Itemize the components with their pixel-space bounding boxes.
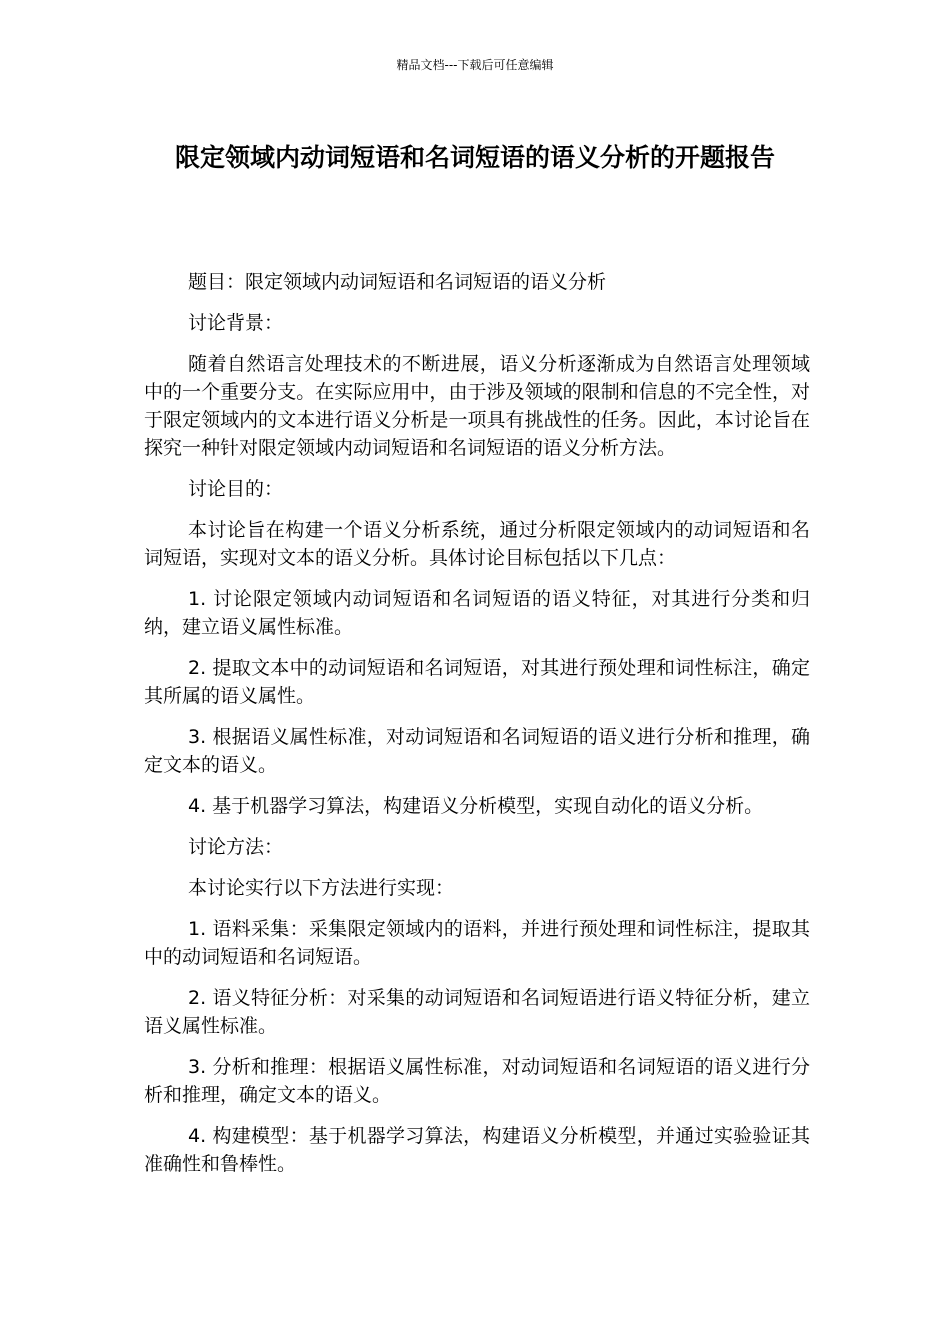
purpose-item-1: 1. 讨论限定领域内动词短语和名词短语的语义特征，对其进行分类和归纳，建立语义属性标准。 [144, 588, 810, 638]
method-paragraph: 本讨论实行以下方法进行实现： [188, 877, 455, 899]
purpose-paragraph: 本讨论旨在构建一个语义分析系统，通过分析限定领域内的动词短语和名词短语，实现对文本的语义分析。具体讨论目标包括以下几点： [144, 519, 810, 569]
method-item-3: 3. 分析和推理：根据语义属性标准，对动词短语和名词短语的语义进行分析和推理，确定文本的语义。 [144, 1056, 810, 1106]
method-item-4: 4. 构建模型：基于机器学习算法，构建语义分析模型，并通过实验验证其准确性和鲁棒性。 [144, 1125, 810, 1175]
section-heading-method: 讨论方法： [188, 836, 284, 858]
section-heading-purpose: 讨论目的： [188, 478, 284, 500]
background-paragraph: 随着自然语言处理技术的不断进展，语义分析逐渐成为自然语言处理领域中的一个重要分支。在实际应用中，由于涉及领域的限制和信息的不完全性，对于限定领域内的文本进行语义分析是一项具有挑战性的任务。因此，本讨论旨在探究一种针对限定领域内动词短语和名词短语的语义分析方法。 [144, 353, 810, 459]
header-note: 精品文档---下载后可任意编辑 [396, 58, 554, 72]
purpose-item-4: 4. 基于机器学习算法，构建语义分析模型，实现自动化的语义分析。 [188, 795, 764, 817]
method-item-2: 2. 语义特征分析：对采集的动词短语和名词短语进行语义特征分析，建立语义属性标准。 [144, 987, 810, 1037]
purpose-item-2: 2. 提取文本中的动词短语和名词短语，对其进行预处理和词性标注，确定其所属的语义属性。 [144, 657, 810, 707]
document-title: 限定领域内动词短语和名词短语的语义分析的开题报告 [174, 143, 775, 172]
purpose-item-3: 3. 根据语义属性标准，对动词短语和名词短语的语义进行分析和推理，确定文本的语义。 [144, 726, 810, 776]
section-heading-background: 讨论背景： [188, 312, 284, 334]
topic-paragraph: 题目：限定领域内动词短语和名词短语的语义分析 [188, 271, 607, 293]
method-item-1: 1. 语料采集：采集限定领域内的语料，并进行预处理和词性标注，提取其中的动词短语和名词短语。 [144, 918, 810, 968]
document-body [144, 268, 810, 1191]
